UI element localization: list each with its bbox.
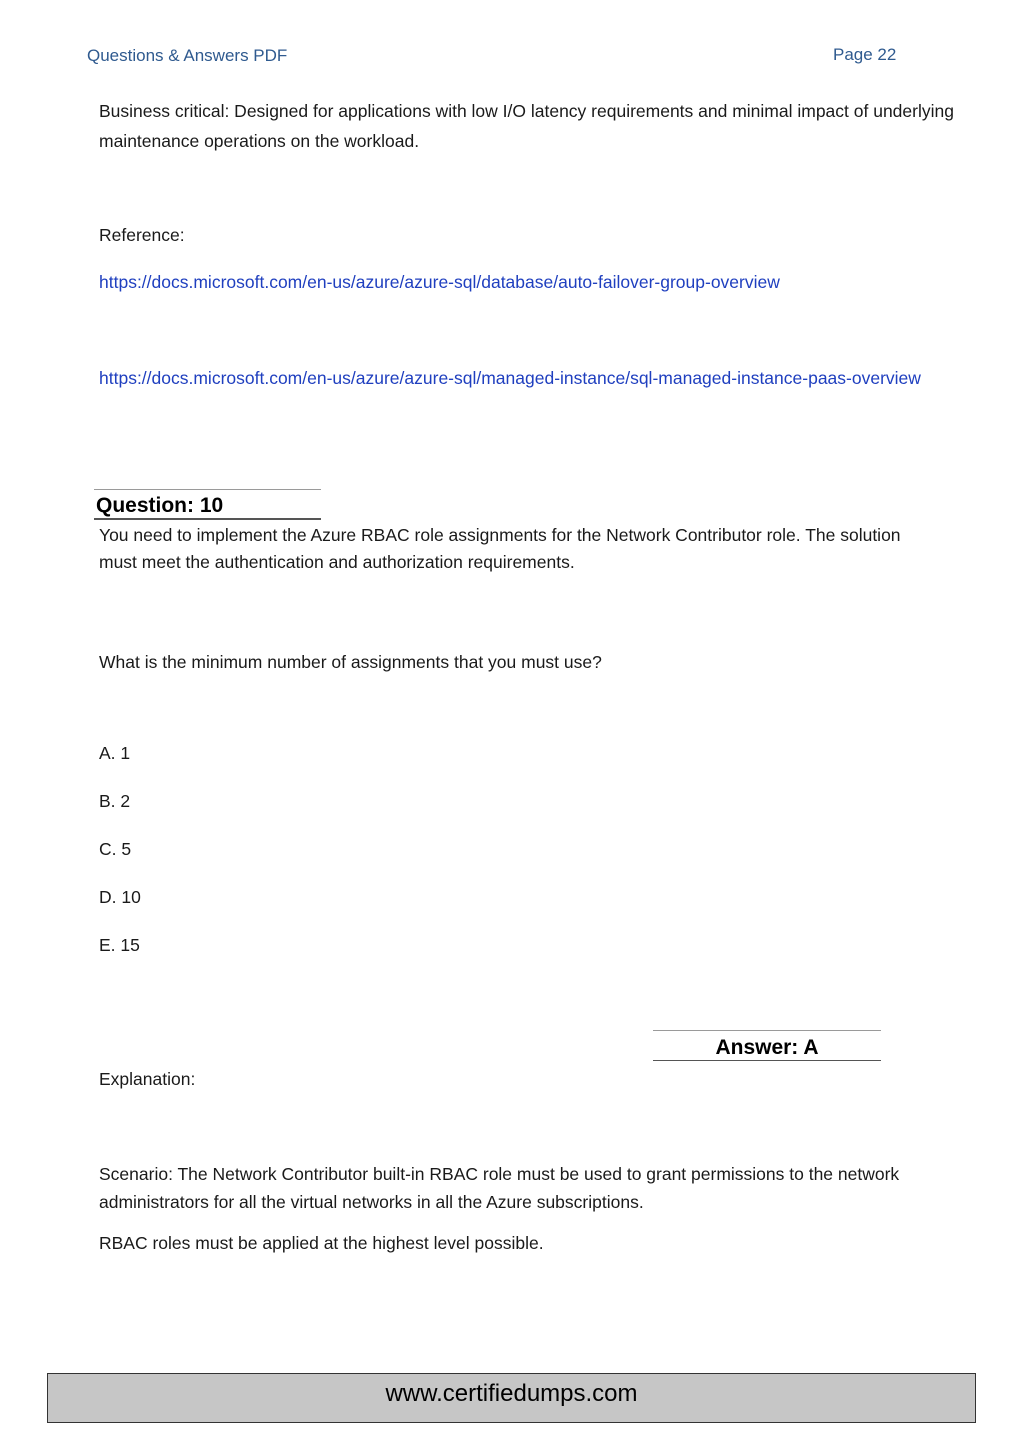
question-rule-top	[94, 489, 321, 490]
question-text: You need to implement the Azure RBAC role assignments for the Network Contributor role. The solution must meet the authentication and authorization requirements.	[99, 525, 901, 572]
reference-link-2[interactable]	[99, 364, 939, 392]
header-title: Questions & Answers PDF	[87, 46, 288, 65]
explanation-label: Explanation:	[99, 1069, 196, 1089]
answer-rule-bottom	[653, 1060, 881, 1061]
reference-label: Reference:	[99, 225, 185, 245]
page-number: Page 22	[833, 45, 897, 64]
footer-site[interactable]: www.certifiedumps.com	[385, 1380, 638, 1407]
business-critical-paragraph: Business critical: Designed for applications with low I/O latency requirements and minimal impact of underlying maintenance operations on the workload.	[99, 101, 954, 151]
question-rule-bottom	[94, 518, 321, 520]
option-a: A. 1	[99, 743, 131, 763]
answer-rule-top	[653, 1030, 881, 1031]
option-c: C. 5	[99, 839, 132, 859]
rbac-note: RBAC roles must be applied at the highest level possible.	[99, 1233, 544, 1253]
question-prompt: What is the minimum number of assignments that you must use?	[99, 652, 602, 672]
option-e: E. 15	[99, 935, 140, 955]
scenario-paragraph: Scenario: The Network Contributor built-in RBAC role must be used to grant permissions to the network administrators for all the virtual networks in all the Azure subscriptions.	[99, 1164, 900, 1212]
option-b: B. 2	[99, 791, 131, 811]
reference-link-2-text[interactable]: https://docs.microsoft.com/en-us/azure/azure-sql/managed-instance/sql-managed-instance-paas-overview	[99, 368, 921, 388]
answer-title: Answer: A	[715, 1036, 819, 1059]
question-title: Question: 10	[96, 494, 224, 517]
reference-link-1[interactable]	[99, 267, 959, 297]
option-d: D. 10	[99, 887, 141, 907]
reference-link-1-text[interactable]: https://docs.microsoft.com/en-us/azure/azure-sql/database/auto-failover-group-overview	[99, 272, 780, 292]
footer-banner	[47, 1373, 976, 1423]
